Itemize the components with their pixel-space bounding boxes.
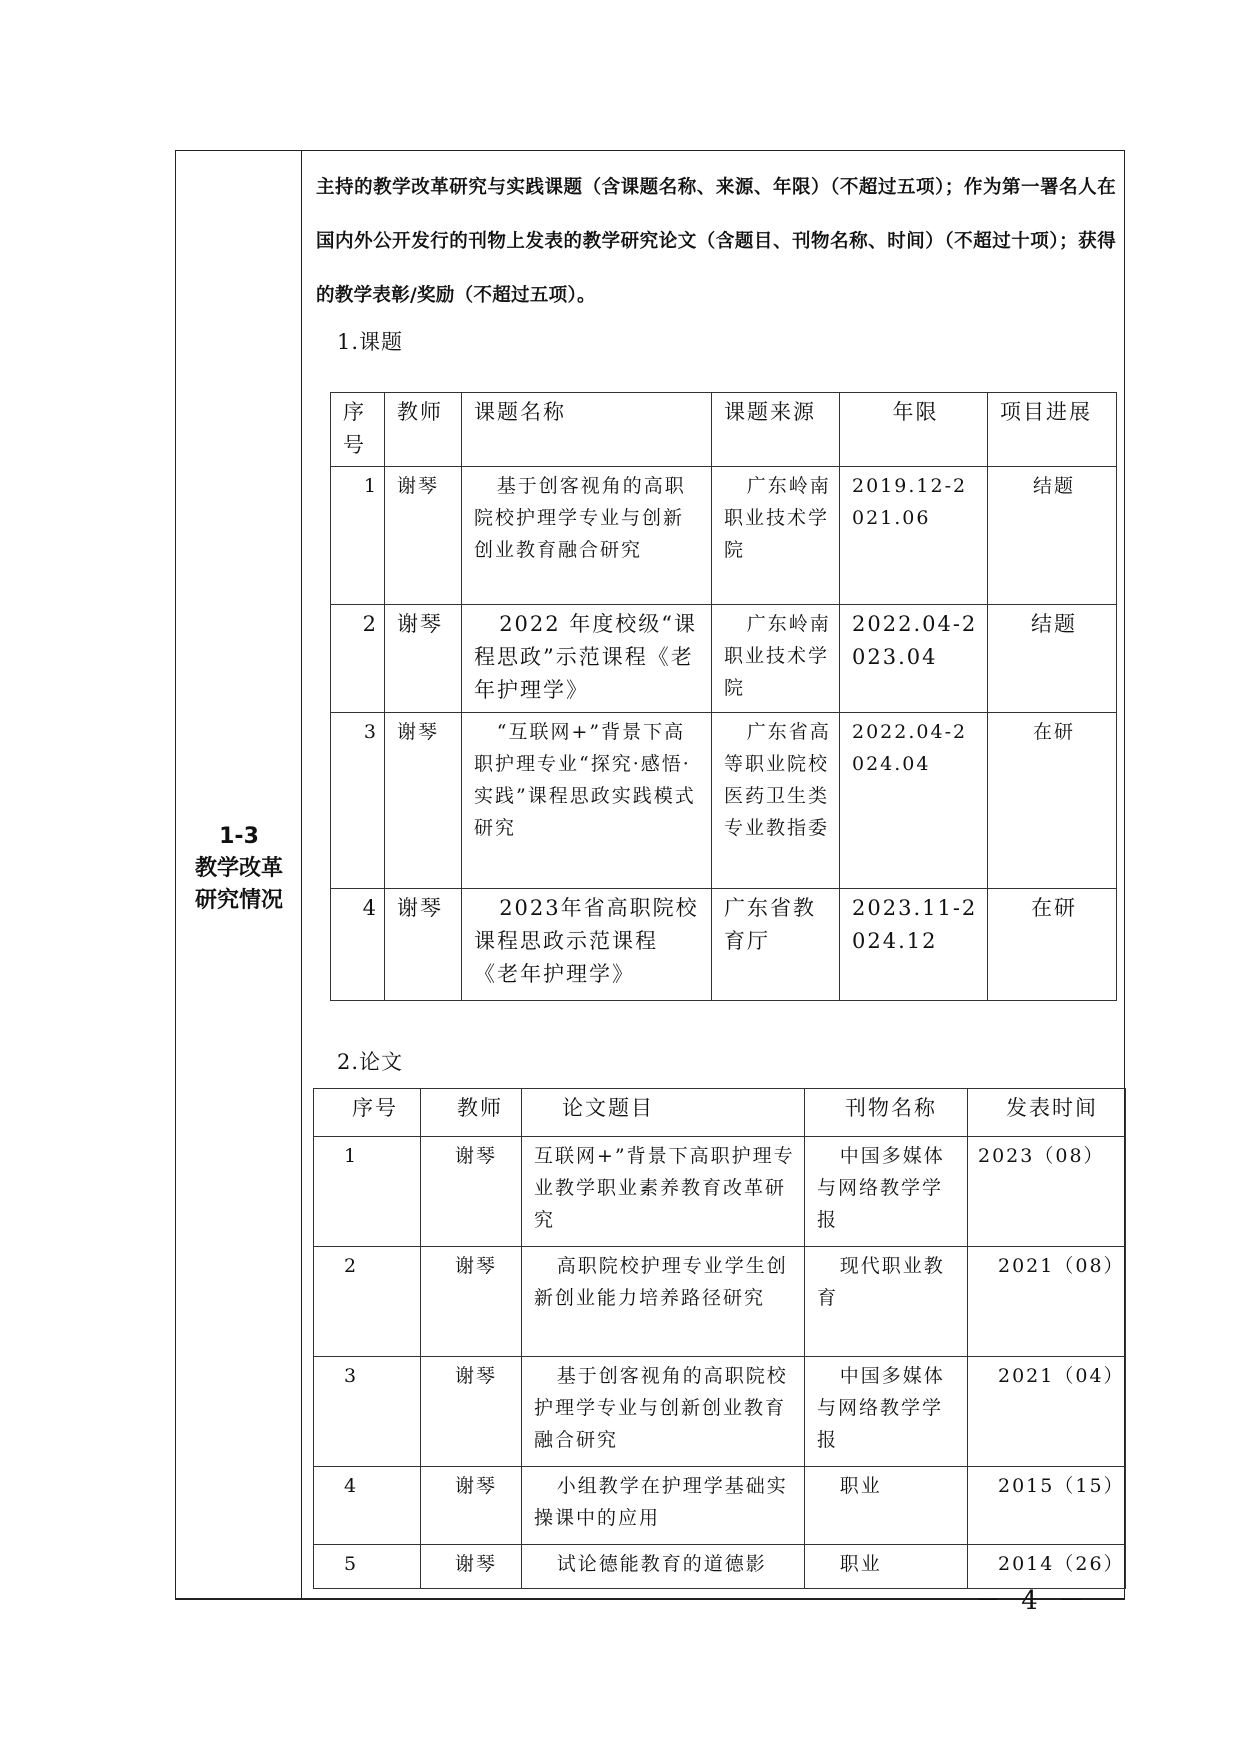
intro-instructions: 主持的教学改革研究与实践课题（含课题名称、来源、年限）（不超过五项）；作为第一署名人在国内外公开发行的刊物上发表的教学研究论文（含题目、刊物名称、时间）（不超过十项）；获得的教学表彰/奖励（不超过五项）。 xyxy=(316,177,1116,306)
row-no: 1 xyxy=(331,467,385,605)
left-category-column xyxy=(176,151,302,1598)
table-row xyxy=(331,889,1117,1001)
table-row xyxy=(331,605,1117,713)
row-project-name: “互联网+”背景下高职护理专业“探究·感悟·实践”课程思政实践模式研究 xyxy=(462,713,712,889)
papers-header-row xyxy=(314,1089,1126,1137)
row-no: 2 xyxy=(331,605,385,713)
row-teacher: 谢琴 xyxy=(385,713,462,889)
category-code: 1-3 xyxy=(219,824,259,849)
row-no: 3 xyxy=(314,1357,421,1467)
header-journal: 刊物名称 xyxy=(805,1089,968,1137)
row-teacher: 谢琴 xyxy=(421,1467,522,1545)
row-date: 2021（08） xyxy=(968,1247,1126,1357)
row-teacher: 谢琴 xyxy=(385,467,462,605)
row-status: 结题 xyxy=(988,467,1117,605)
row-status: 在研 xyxy=(988,889,1117,1001)
row-paper-title: 基于创客视角的高职院校护理学专业与创新创业教育融合研究 xyxy=(522,1357,805,1467)
table-row xyxy=(314,1137,1126,1247)
row-status: 在研 xyxy=(988,713,1117,889)
section-title-projects: 1.课题 xyxy=(337,330,404,354)
row-teacher: 谢琴 xyxy=(385,889,462,1001)
row-project-name: 2023年省高职院校课程思政示范课程《老年护理学》 xyxy=(462,889,712,1001)
header-teacher: 教师 xyxy=(385,393,462,467)
row-date: 2015（15） xyxy=(968,1467,1126,1545)
row-period: 2022.04-2023.04 xyxy=(840,605,988,713)
row-project-name: 基于创客视角的高职院校护理学专业与创新创业教育融合研究 xyxy=(462,467,712,605)
row-teacher: 谢琴 xyxy=(421,1247,522,1357)
header-status: 项目进展 xyxy=(988,393,1117,467)
header-paper-title: 论文题目 xyxy=(522,1089,805,1137)
papers-table xyxy=(313,1088,1126,1589)
table-row xyxy=(331,713,1117,889)
section-title-papers: 2.论文 xyxy=(337,1050,404,1074)
projects-table xyxy=(330,392,1117,1001)
row-date: 2023（08） xyxy=(968,1137,1126,1247)
row-no: 5 xyxy=(314,1545,421,1589)
category-line-1: 教学改革 xyxy=(194,856,283,881)
row-source: 广东省高等职业院校医药卫生类专业教指委 xyxy=(712,713,840,889)
row-period: 2022.04-2024.04 xyxy=(840,713,988,889)
row-teacher: 谢琴 xyxy=(421,1357,522,1467)
table-row xyxy=(331,467,1117,605)
row-no: 4 xyxy=(314,1467,421,1545)
row-teacher: 谢琴 xyxy=(385,605,462,713)
row-status: 结题 xyxy=(988,605,1117,713)
row-paper-title: 试论德能教育的道德影 xyxy=(522,1545,805,1589)
row-teacher: 谢琴 xyxy=(421,1137,522,1247)
row-period: 2023.11-2024.12 xyxy=(840,889,988,1001)
header-period: 年限 xyxy=(840,393,988,467)
row-no: 1 xyxy=(314,1137,421,1247)
row-no: 2 xyxy=(314,1247,421,1357)
row-source: 广东岭南职业技术学院 xyxy=(712,467,840,605)
header-teacher: 教师 xyxy=(421,1089,522,1137)
category-label xyxy=(176,821,302,917)
row-source: 广东岭南职业技术学院 xyxy=(712,605,840,713)
row-date: 2014（26） xyxy=(968,1545,1126,1589)
row-no: 4 xyxy=(331,889,385,1001)
header-date: 发表时间 xyxy=(968,1089,1126,1137)
row-journal: 中国多媒体与网络教学学报 xyxy=(805,1357,968,1467)
header-no: 序号 xyxy=(331,393,385,467)
row-paper-title: 互联网+”背景下高职护理专业教学职业素养教育改革研究 xyxy=(522,1137,805,1247)
row-journal: 中国多媒体与网络教学学报 xyxy=(805,1137,968,1247)
row-paper-title: 高职院校护理专业学生创新创业能力培养路径研究 xyxy=(522,1247,805,1357)
row-journal: 现代职业教育 xyxy=(805,1247,968,1357)
page-number: － 4 － xyxy=(975,1586,1091,1616)
row-project-name: 2022 年度校级“课程思政”示范课程《老年护理学》 xyxy=(462,605,712,713)
row-period: 2019.12-2021.06 xyxy=(840,467,988,605)
row-teacher: 谢琴 xyxy=(421,1545,522,1589)
row-journal: 职业 xyxy=(805,1545,968,1589)
category-line-2: 研究情况 xyxy=(194,888,283,913)
row-journal: 职业 xyxy=(805,1467,968,1545)
header-source: 课题来源 xyxy=(712,393,840,467)
row-source: 广东省教育厅 xyxy=(712,889,840,1001)
row-no: 3 xyxy=(331,713,385,889)
table-row xyxy=(314,1357,1126,1467)
header-no: 序号 xyxy=(314,1089,421,1137)
row-paper-title: 小组教学在护理学基础实操课中的应用 xyxy=(522,1467,805,1545)
header-project-name: 课题名称 xyxy=(462,393,712,467)
table-row xyxy=(314,1467,1126,1545)
row-date: 2021（04） xyxy=(968,1357,1126,1467)
projects-header-row xyxy=(331,393,1117,467)
table-row xyxy=(314,1247,1126,1357)
